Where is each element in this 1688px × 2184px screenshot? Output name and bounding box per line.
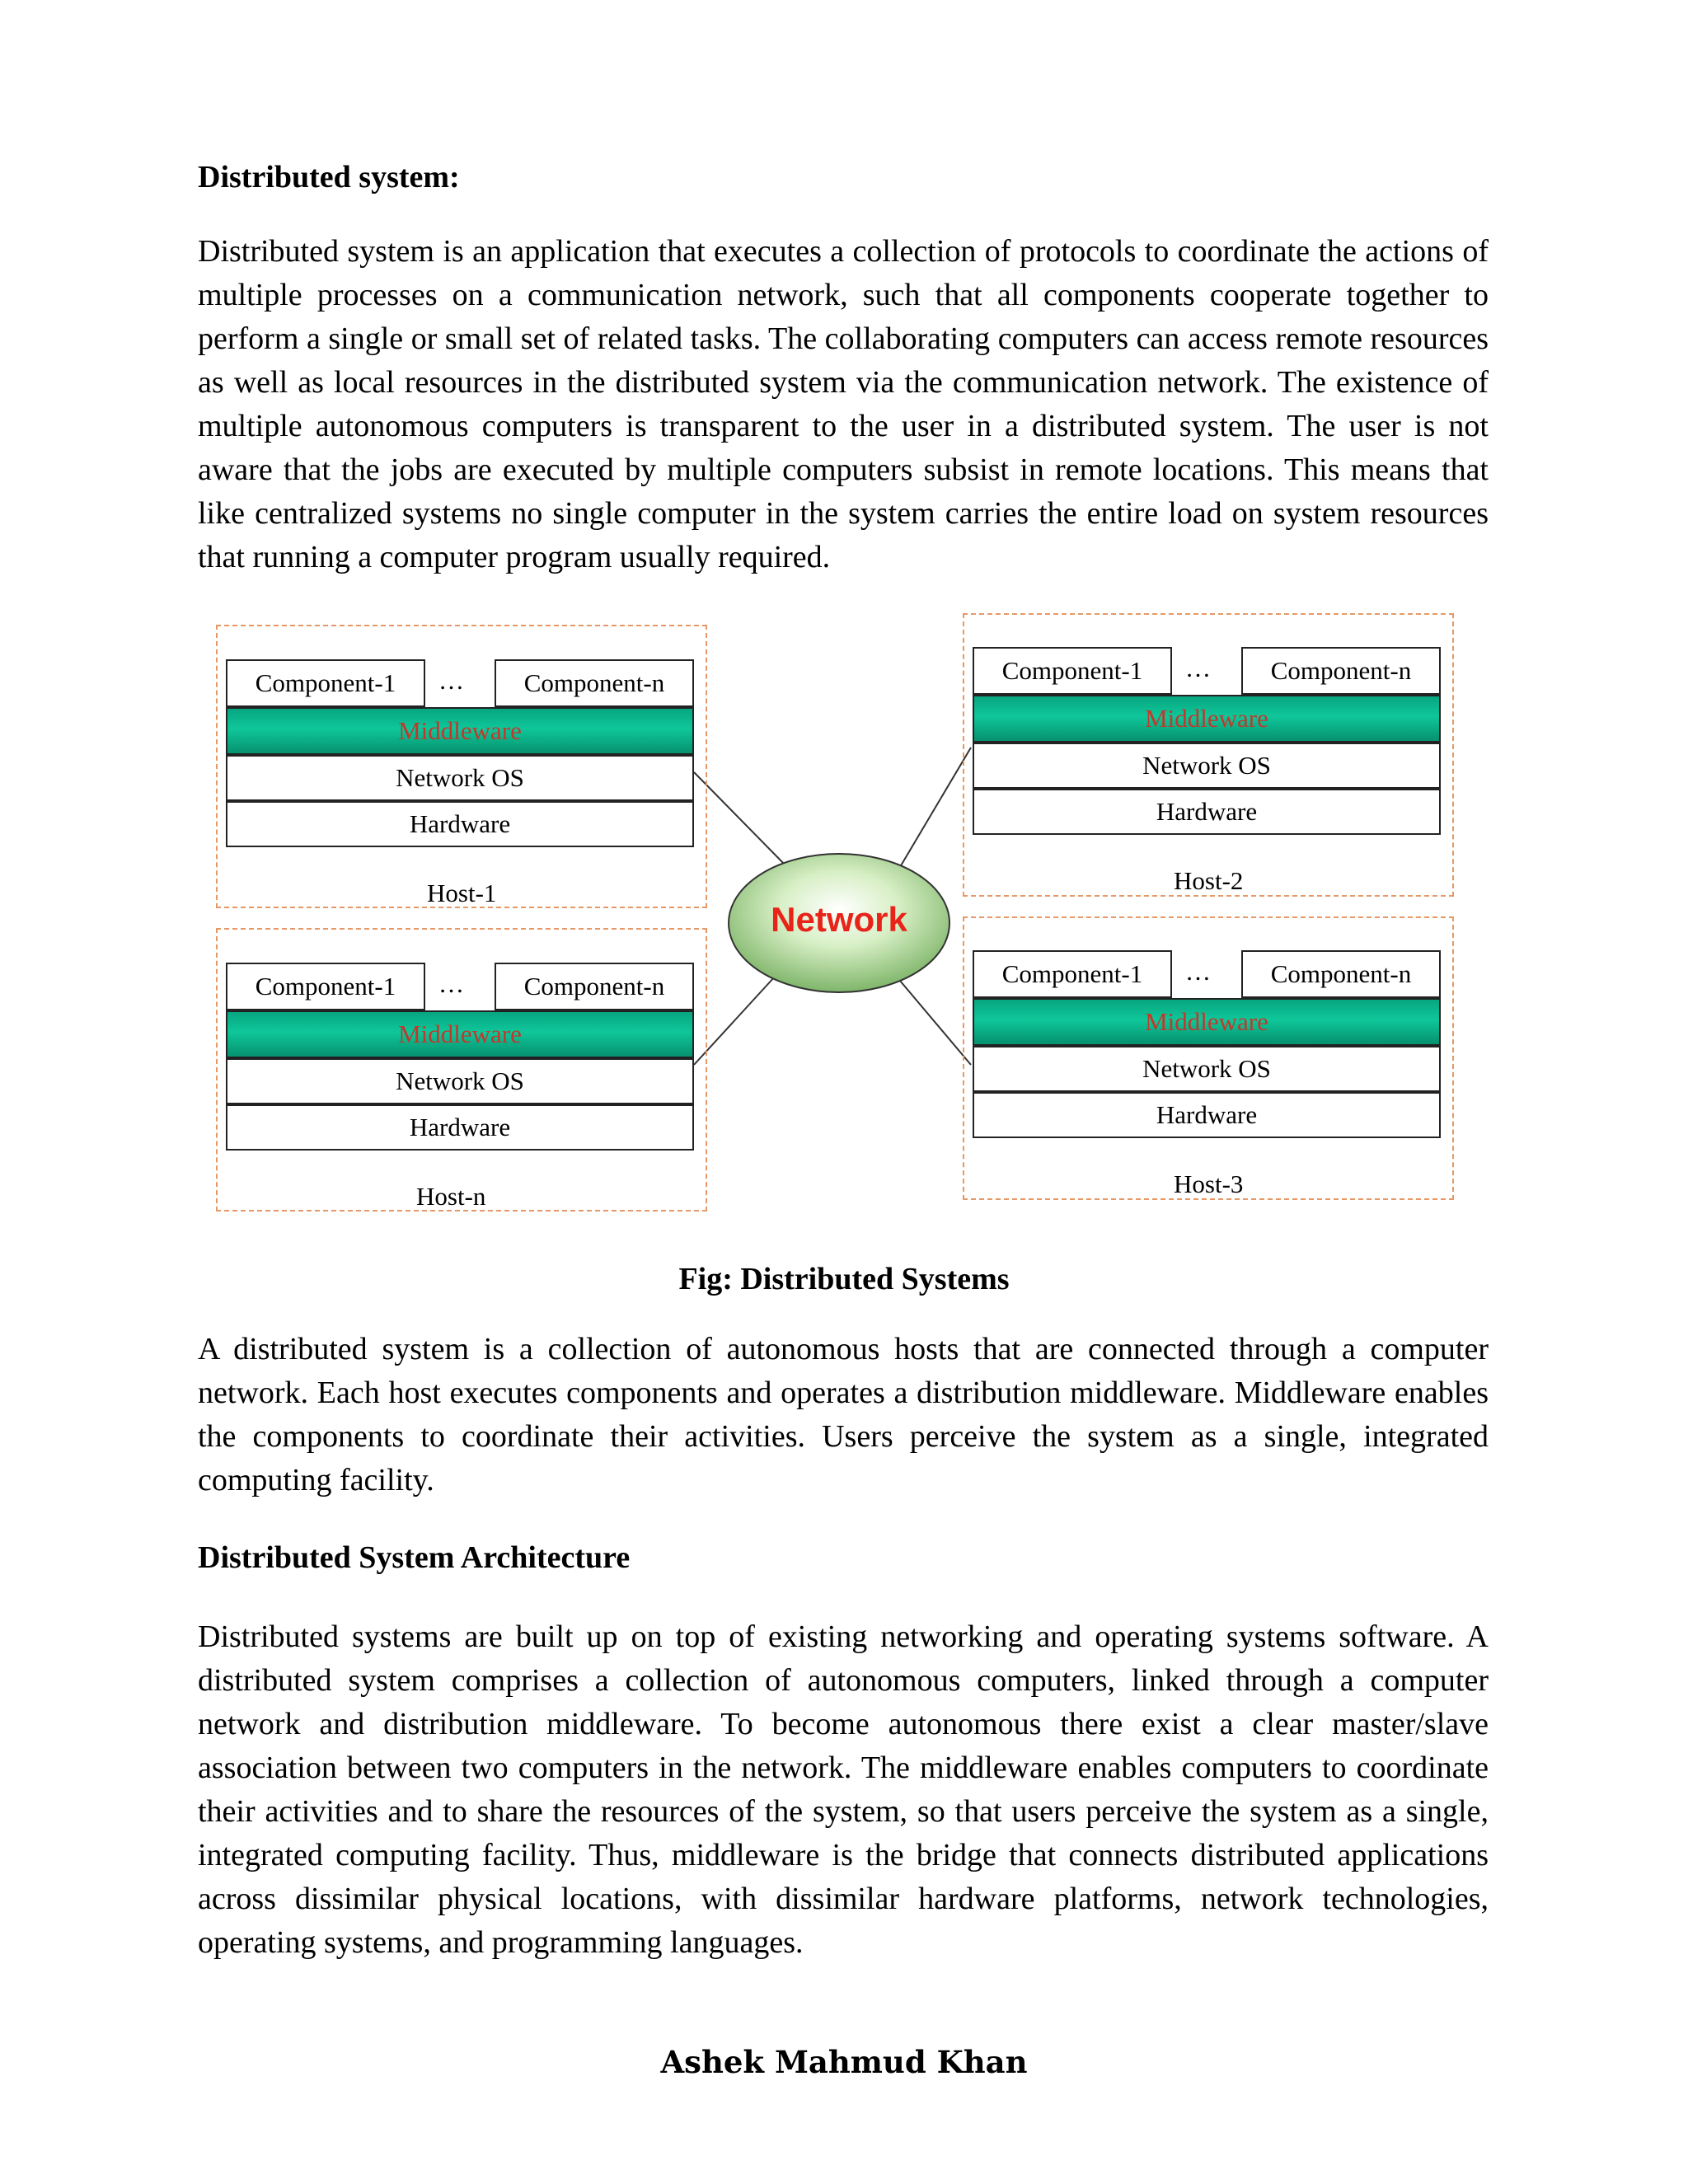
host-n-component-last: Component-n: [495, 963, 694, 1010]
host-1-network-os: Network OS: [226, 755, 694, 801]
host-n-middleware: Middleware: [226, 1010, 694, 1058]
host-2-component-first: Component-1: [973, 647, 1172, 695]
host-3-component-last: Component-n: [1241, 950, 1441, 998]
host-1-middleware: Middleware: [226, 707, 694, 755]
architecture-paragraph: Distributed systems are built up on top of existing networking and operating systems software. A distributed system comprises a collection of autonomous computers, linked through a computer network and distribution middleware. To become autonomous there exist a clear master/slave association between two computers in the network. The middleware enables computers to coordinate their activities and to share the resources of the system, so that users perceive the system as a single, integrated computing facility. Thus, middleware is the bridge that connects distributed applications across dissimilar physical locations, with dissimilar hardware platforms, network technologies, operating systems, and programming languages.: [198, 1619, 1489, 1960]
host-2-component-last: Component-n: [1241, 647, 1441, 695]
host-3-hardware: Hardware: [973, 1092, 1441, 1138]
host-1-hardware: Hardware: [226, 801, 694, 847]
host-n-component-first: Component-1: [226, 963, 425, 1010]
host-2-dots: …: [1185, 654, 1211, 682]
host-3-network-os: Network OS: [973, 1046, 1441, 1092]
host-2-middleware: Middleware: [973, 695, 1441, 743]
host-2-hardware: Hardware: [973, 789, 1441, 835]
intro-paragraph: Distributed system is an application that executes a collection of protocols to coordinate the actions of multiple processes on a communication network, such that all components cooperate together to perform a single or small set of related tasks. The collaborating computers can access remote resources as well as local resources in the distributed system via the communication network. The existence of multiple autonomous computers is transparent to the user in a distributed system. The user is not aware that the jobs are executed by multiple computers subsist in remote locations. This means that like centralized systems no single computer in the system carries the entire load on system resources that running a computer program usually required.: [198, 234, 1489, 574]
definition-paragraph: A distributed system is a collection of autonomous hosts that are connected through a computer network. Each host executes components and operates a distribution middleware. Middleware enables the components to coordinate their activities. Users perceive the system as a single, integrated computing facility.: [198, 1332, 1489, 1497]
link-host-2: [900, 748, 971, 867]
architecture-heading: Distributed System Architecture: [198, 1540, 631, 1575]
host-1-dots: …: [438, 666, 464, 695]
host-n-network-os: Network OS: [226, 1058, 694, 1104]
host-3-middleware: Middleware: [973, 998, 1441, 1046]
author-footer: Ashek Mahmud Khan: [660, 2044, 1028, 2080]
host-n-hardware: Hardware: [226, 1104, 694, 1151]
host-3-dots: …: [1185, 957, 1211, 986]
link-host-3: [900, 981, 971, 1065]
host-1-component-first: Component-1: [226, 659, 425, 707]
network-label: Network: [771, 900, 907, 939]
host-2-network-os: Network OS: [973, 743, 1441, 789]
host-2-label: Host-2: [1174, 866, 1244, 895]
host-3-label: Host-3: [1174, 1169, 1244, 1198]
host-3-component-first: Component-1: [973, 950, 1172, 998]
link-host-1: [694, 772, 787, 867]
figure-caption: Fig: Distributed Systems: [678, 1262, 1010, 1296]
host-n-dots: …: [438, 969, 464, 998]
section-heading: Distributed system:: [198, 160, 460, 194]
host-1-component-last: Component-n: [495, 659, 694, 707]
host-n-label: Host-n: [416, 1182, 486, 1211]
host-1-label: Host-1: [427, 879, 497, 907]
